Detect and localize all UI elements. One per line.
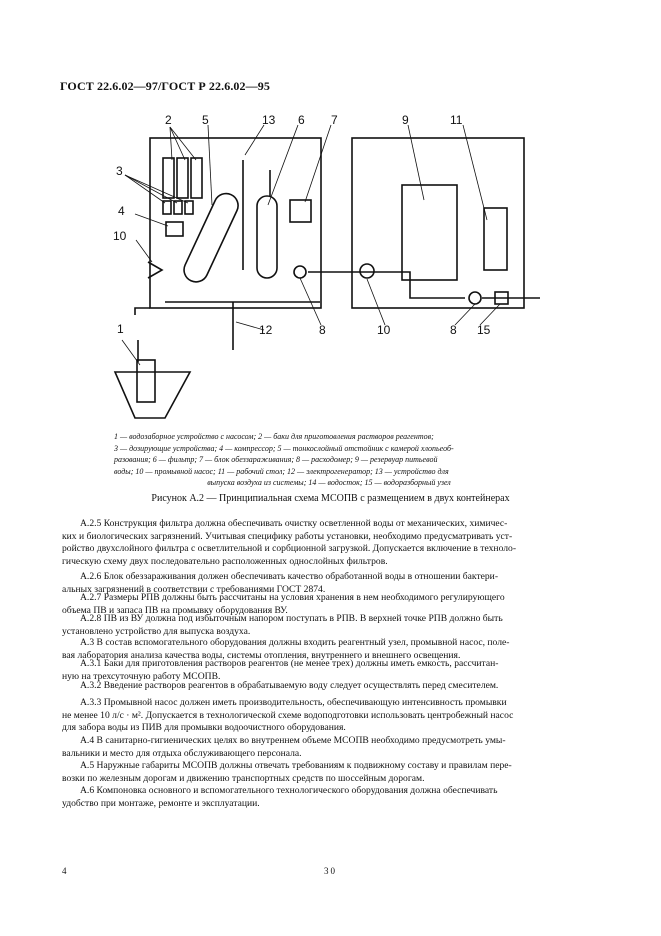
paragraph	[62, 735, 602, 760]
paragraph	[62, 680, 602, 693]
label-7: 7	[331, 113, 338, 127]
paragraph-line: вая лаборатория анализа качества воды, системы отопления, внутреннего и внешнего освещения.	[62, 649, 461, 661]
page-number-left: 4	[62, 866, 67, 876]
paragraph-line: гическую схему двух последовательно расположенных однослойных фильтров.	[62, 555, 388, 567]
label-14: 12	[259, 323, 273, 337]
paragraph-line: объема ПВ и запаса ПВ на промывку оборудования ВУ.	[62, 604, 288, 616]
label-8b: 8	[450, 323, 457, 337]
figure-legend	[114, 431, 544, 489]
label-12: 11	[450, 113, 463, 127]
paragraph-line: А.6 Компоновка основного и вспомогательного технологического оборудования должна обеспечивать	[80, 785, 498, 796]
legend-line: выпуска воздуха из системы; 14 — водосток; 15 — водоразборный узел	[207, 478, 451, 488]
label-15: 15	[477, 323, 491, 337]
label-4: 4	[118, 204, 125, 218]
label-1: 1	[117, 322, 124, 336]
label-2: 2	[165, 113, 172, 127]
paragraph-line: А.3.1 Баки для приготовления растворов реагентов (не менее трех) должны иметь емкость, рассчитан-	[80, 658, 499, 669]
paragraph-line: А.3 В состав вспомогательного оборудования должны входить реагентный узел, промывной насос, поле-	[80, 637, 510, 648]
label-10: 10	[377, 323, 391, 337]
paragraph-line: А.5 Наружные габариты МСОПВ должны отвечать требованиям к подвижному составу и правилам пере-	[80, 760, 512, 771]
document-header: ГОСТ 22.6.02—97/ГОСТ Р 22.6.02—95	[60, 79, 270, 93]
container-2	[352, 138, 524, 308]
label-3: 3	[116, 164, 123, 178]
paragraph-line: ройство двухслойного фильтра с осветлительной и сорбционной загрузкой. Допускается включение в техноло-	[62, 543, 517, 555]
paragraph-line: А.2.6 Блок обеззараживания должен обеспечивать качество обработанной воды в отношении бактери-	[80, 571, 499, 582]
paragraph-line: не менее 10 л/с · м². Допускается в технологической схеме водоподготовки использовать центробежный насос	[62, 709, 514, 721]
paragraph-line: удобство при монтаже, ремонте и эксплуатации.	[62, 797, 260, 809]
label-9: 9	[402, 113, 409, 127]
paragraph-line: А.2.5 Конструкция фильтра должна обеспечивать очистку осветленной воды от механических, химичес-	[80, 518, 508, 529]
container-1	[150, 138, 321, 308]
paragraph-line: А.2.7 Размеры РПВ должны быть рассчитаны на условия хранения в нем необходимого регулирующего	[80, 592, 505, 603]
paragraph	[62, 760, 602, 785]
paragraph-line: возки по железным дорогам и движению транспортных средств по шоссейным дорогам.	[62, 772, 425, 784]
callout-labels	[113, 113, 491, 337]
label-8a: 8	[319, 323, 326, 337]
legend-line: разования; 6 — фильтр; 7 — блок обеззараживания; 8 — расходомер; 9 — резервуар питьевой	[114, 455, 438, 465]
paragraph-line: А.4 В санитарно-гигиенических целях во внутреннем объеме МСОПВ необходимо предусмотреть умы-	[80, 735, 506, 746]
paragraph	[62, 785, 602, 810]
legend-line: 1 — водозаборное устройство с насосом; 2 — баки для приготовления растворов реагентов;	[114, 432, 434, 441]
paragraph-line: для забора воды из ПИВ для промывки водоочистного оборудования.	[62, 722, 346, 734]
paragraph	[62, 697, 602, 735]
paragraph	[62, 613, 602, 638]
page-number-center: 30	[324, 866, 337, 876]
paragraph-line: вальники и место для отдыха обслуживающего персонала.	[62, 747, 302, 759]
label-11: 10	[113, 229, 127, 243]
paragraph-line: А.3.3 Промывной насос должен иметь производительность, обеспечивающую интенсивность промывки	[80, 697, 507, 708]
paragraph-line: А.3.2 Введение растворов реагентов в обрабатываемую воду следует осуществлять перед смесителем.	[80, 680, 499, 691]
schematic-diagram	[0, 0, 661, 430]
paragraph	[62, 518, 602, 568]
paragraph-line: ких и биологических загрязнений. Учитывая специфику работы установки, необходимо предусматривать уст-	[62, 530, 513, 542]
paragraph-line: альных загрязнений в соответствии с требованиями ГОСТ 2874.	[62, 583, 326, 595]
legend-line: воды; 10 — промывной насос; 11 — рабочий стол; 12 — электрогенератор; 13 — устройство для	[114, 466, 449, 476]
legend-line: 3 — дозирующие устройства; 4 — компрессор; 5 — тонкослойный отстойник с камерой хлопьеоб-	[114, 443, 454, 453]
label-5: 5	[202, 113, 209, 127]
paragraph-line: А.2.8 ПВ из ВУ должна под избыточным напором поступать в РПВ. В верхней точке РПВ должно быть	[80, 613, 503, 624]
label-13: 13	[262, 113, 276, 127]
label-6: 6	[298, 113, 305, 127]
paragraph-line: ную на трехсуточную работу МСОПВ.	[62, 670, 221, 682]
figure-caption: Рисунок А.2 — Принципиальная схема МСОПВ с размещением в двух контейнерах	[151, 493, 510, 504]
paragraph-line: установлено устройство для выпуска воздуха.	[62, 625, 251, 637]
